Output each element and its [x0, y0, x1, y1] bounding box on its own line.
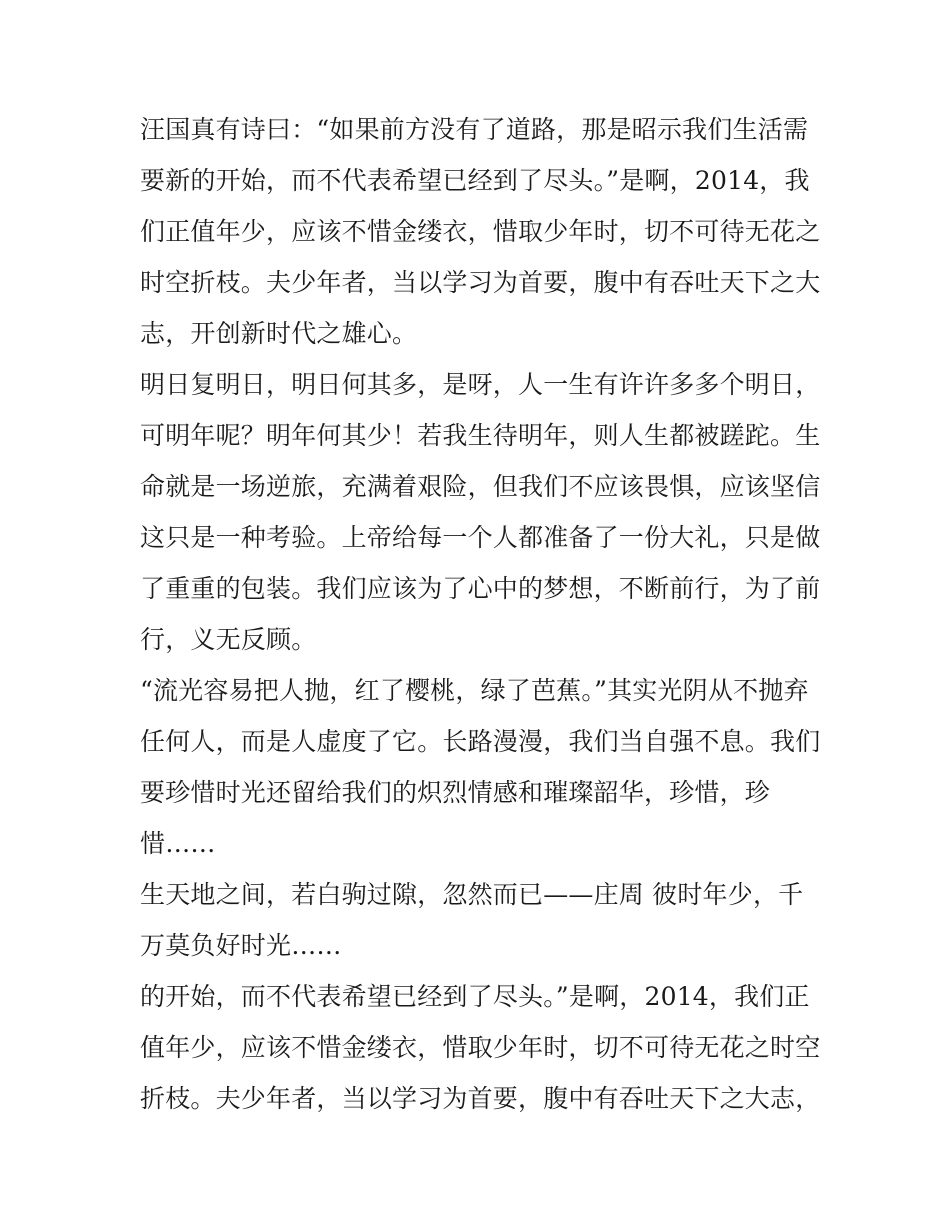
text-line: “流光容易把人抛，红了樱桃，绿了芭蕉。”其实光阴从不抛弃 — [140, 676, 809, 705]
text-line: 惜…… — [140, 829, 216, 858]
paragraph-1 — [140, 104, 821, 359]
paragraph-4 — [140, 869, 816, 971]
text-line: 值年少，应该不惜金缕衣，惜取少年时，切不可待无花之时空 — [140, 1033, 821, 1062]
text-line: 明日复明日，明日何其多，是呀，人一生有许许多多个明日， — [140, 370, 821, 399]
paragraph-5 — [140, 971, 821, 1124]
text-line: 生天地之间，若白驹过隙，忽然而已——庄周 彼时年少，千 — [140, 880, 804, 909]
text-line: 了重重的包装。我们应该为了心中的梦想，不断前行，为了前 — [140, 574, 821, 603]
text-line: 时空折枝。夫少年者，当以学习为首要，腹中有吞吐天下之大 — [140, 268, 821, 297]
text-line: 任何人，而是人虚度了它。长路漫漫，我们当自强不息。我们 — [140, 727, 821, 756]
paragraph-2 — [140, 359, 821, 665]
text-line: 可明年呢？明年何其少！若我生待明年，则人生都被蹉跎。生 — [140, 421, 821, 450]
text-line: 万莫负好时光…… — [140, 931, 342, 960]
text-line: 要新的开始，而不代表希望已经到了尽头。”是啊，2014，我 — [140, 166, 810, 195]
text-line: 的开始，而不代表希望已经到了尽头。”是啊，2014，我们正 — [140, 982, 810, 1011]
text-line: 汪国真有诗曰：“如果前方没有了道路，那是昭示我们生活需 — [140, 115, 809, 144]
text-line: 这只是一种考验。上帝给每一个人都准备了一份大礼，只是做 — [140, 523, 821, 552]
text-line: 要珍惜时光还留给我们的炽烈情感和璀璨韶华，珍惜，珍 — [140, 778, 771, 807]
text-line: 行，义无反顾。 — [140, 625, 317, 654]
text-line: 折枝。夫少年者，当以学习为首要，腹中有吞吐天下之大志， — [140, 1084, 821, 1113]
paragraph-3 — [140, 665, 821, 869]
text-line: 命就是一场逆旅，充满着艰险，但我们不应该畏惧，应该坚信 — [140, 472, 821, 501]
text-line: 志，开创新时代之雄心。 — [140, 319, 418, 348]
document-body — [140, 104, 821, 1124]
text-line: 们正值年少，应该不惜金缕衣，惜取少年时，切不可待无花之 — [140, 217, 821, 246]
